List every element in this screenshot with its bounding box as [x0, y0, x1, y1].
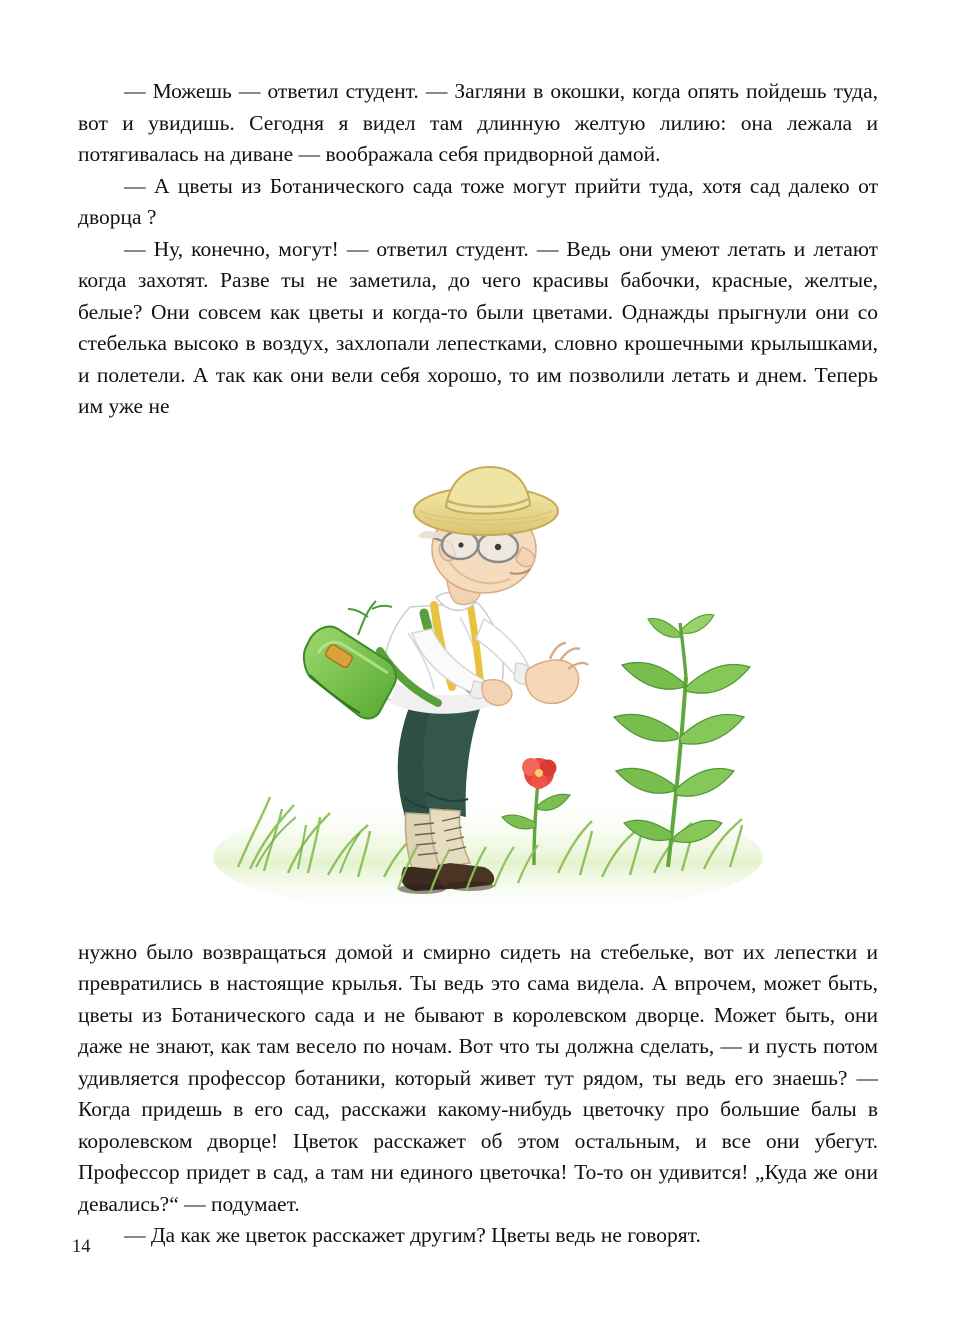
paragraph: нужно было возвращаться домой и смирно сидеть на стебельке, вот их лепестки и превратились в настоящие крылья. Ты ведь это сама видела. А впрочем, может быть, цветы из Ботанического сада и не бывают в королевском дворце. Может быть, они даже не знают, как там весело по ночам. Вот что ты должна сделать, — и пусть потом удивляется профессор ботаники, который живет тут рядом, ты ведь его знаешь? — Когда придешь в его сад, расскажи какому-нибудь цветочку про большие балы в королевском дворце! Цветок расскажет об этом остальным, и все они убегут. Профессор придет в сад, а там ни единого цветочка! То-то он удивится! „Куда же они девались?“ — подумает.	[78, 939, 878, 1216]
straw-hat	[414, 467, 558, 535]
paragraph: — Можешь — ответил студент. — Загляни в окошки, когда опять пойдешь туда, вот и увидишь. Сегодня я видел там длинную желтую лилию: она лежала и потягивалась на диване — воображала себя придворной дамой.	[78, 79, 878, 166]
illustration-container	[78, 437, 878, 927]
botanical-box	[304, 626, 396, 718]
page-number: 14	[72, 1237, 91, 1257]
open-hand	[526, 643, 588, 703]
paragraph: — Да как же цветок расскажет другим? Цветы ведь не говорят.	[124, 1223, 701, 1247]
paragraph: — А цветы из Ботанического сада тоже могут прийти туда, хотя сад далеко от дворца ?	[78, 173, 878, 229]
paragraph: — Ну, конечно, могут! — ответил студент. — Ведь они умеют летать и летают когда захотят. Разве ты не заметила, до чего красивы бабочки, красные, желтые, белые? Они совсем как цветы и когда-то были цветами. Однажды прыгнули они со стебелька высоко в воздух, захлопали лепестками, словно крошечными крылышками, и полетели. А так как они вели себя хорошо, то им позволили летать и днем. Теперь им уже не	[78, 236, 878, 418]
illustration-professor-and-flower	[198, 437, 778, 927]
page-content	[78, 76, 878, 1252]
